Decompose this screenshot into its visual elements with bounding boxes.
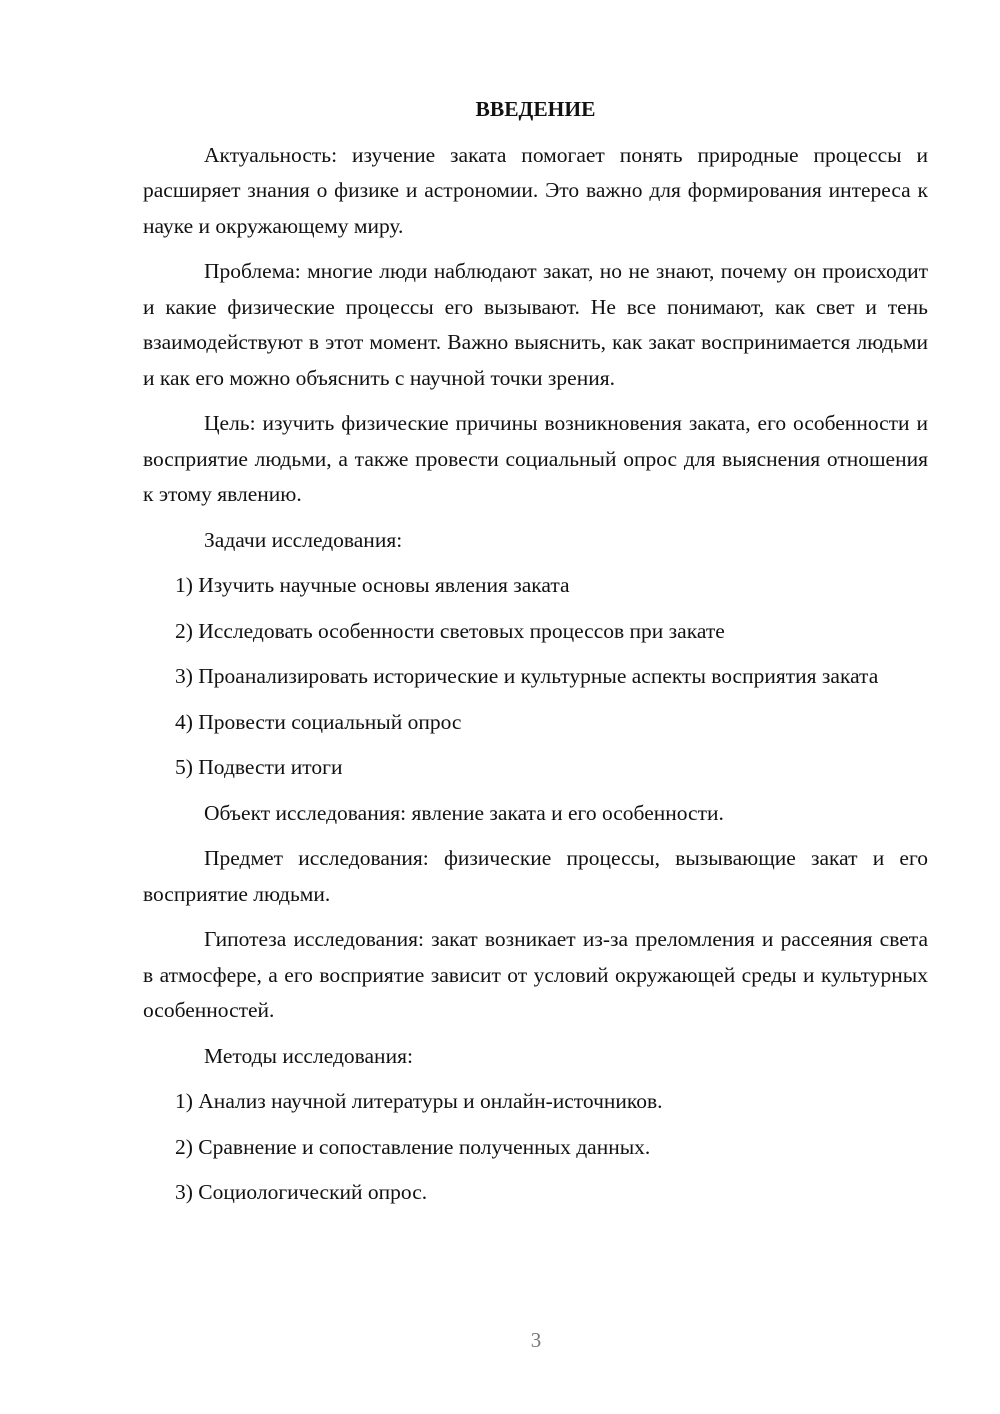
paragraph-goal: Цель: изучить физические причины возникновения заката, его особенности и восприятие людьми, а также провести социальный опрос для выяснения отношения к этому явлению. xyxy=(143,411,928,506)
list-item-method-3: 3) Социологический опрос. xyxy=(175,1180,428,1204)
document-body xyxy=(143,92,928,1221)
paragraph-methods-heading: Методы исследования: xyxy=(204,1043,413,1068)
list-item-task-4: 4) Провести социальный опрос xyxy=(175,709,462,734)
list-item-task-5: 5) Подвести итоги xyxy=(175,755,343,779)
paragraph-relevance: Актуальность: изучение заката помогает понять природные процессы и расширяет знания о физике и астрономии. Это важно для формирования интереса к науке и окружающему миру. xyxy=(143,142,928,238)
page-title: ВВЕДЕНИЕ xyxy=(475,97,596,121)
paragraph-subject: Предмет исследования: физические процессы, вызывающие закат и его восприятие людьми. xyxy=(143,846,928,906)
paragraph-problem: Проблема: многие люди наблюдают закат, но не знают, почему он происходит и какие физические процессы его вызывают. Не все понимают, как свет и тень взаимодействуют в этот момент. Важно выяснить, как закат воспринимается людьми и как его можно объяснить с научной точки зрения. xyxy=(143,259,928,390)
paragraph-hypothesis: Гипотеза исследования: закат возникает из-за преломления и рассеяния света в атмосфере, а его восприятие зависит от условий окружающей среды и культурных особенностей. xyxy=(143,927,928,1022)
list-item-method-2: 2) Сравнение и сопоставление полученных данных. xyxy=(175,1134,651,1159)
paragraph-object: Объект исследования: явление заката и его особенности. xyxy=(204,800,724,825)
list-item-task-2: 2) Исследовать особенности световых процессов при закате xyxy=(175,618,725,643)
list-item-task-3: 3) Проанализировать исторические и культурные аспекты восприятия заката xyxy=(175,664,879,688)
list-item-task-1: 1) Изучить научные основы явления заката xyxy=(175,573,570,597)
list-item-method-1: 1) Анализ научной литературы и онлайн-источников. xyxy=(175,1089,663,1113)
page-number: 3 xyxy=(530,1328,542,1352)
paragraph-tasks-heading: Задачи исследования: xyxy=(204,527,403,552)
